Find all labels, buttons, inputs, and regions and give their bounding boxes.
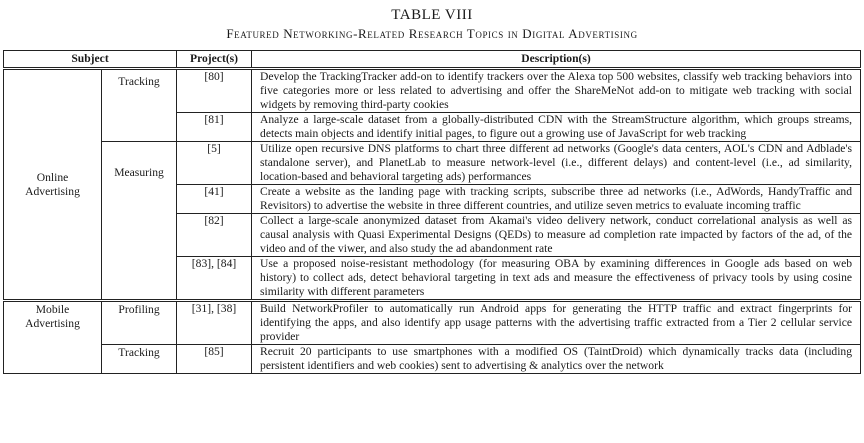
description-cell: Recruit 20 participants to use smartphones with a modified OS (TaintDroid) which dynamically tracks data (including persistent identifiers and web cookies) sent to advertising & analytics over the network [252,345,861,374]
subject-mobile-advertising [4,301,102,374]
description-cell: Develop the TrackingTracker add-on to identify trackers over the Alexa top 500 websites, classify web tracking behaviors into five categories more or less related to advertising and offer the ShareMeNot add-on to mitigate web tracking with social widgets by removing third-party cookies [252,69,861,113]
description-cell: Build NetworkProfiler to automatically run Android apps for generating the HTTP traffic and extract fingerprints for identifying the apps, and also identify app usage patterns with the advertising traffic extracted from a Tier 2 cellular service provider [252,301,861,345]
description-cell: Analyze a large-scale dataset from a globally-distributed CDN with the StreamStructure algorithm, which groups streams, detects main objects and identify initial pages, to figure out a growing use of JavaScript for web tracking [252,113,861,142]
project-refs: [31], [38] [177,301,252,345]
header-subject: Subject [4,51,177,69]
subject-line: Advertising [25,317,80,330]
subject-line: Advertising [25,184,80,198]
subject-line: Online [36,170,69,184]
project-refs: [83], [84] [177,257,252,301]
subtopic-tracking-mobile: Tracking [102,345,177,374]
description-cell: Create a website as the landing page with tracking scripts, subscribe three ad networks (i.e., AdWords, HandyTraffic and Revisitors) to advertise the website in three different countries, and utilize seven metrics to evaluate incoming traffic [252,185,861,214]
project-refs: [81] [177,113,252,142]
description-cell: Collect a large-scale anonymized dataset from Akamai's video delivery network, conduct correlational analysis as well as causal analysis with Quasi Experimental Designs (QEDs) to measure ad completion rate impacted by factors of the ad, of the video and of the viwer, and also study the ad abandonment rate [252,214,861,257]
subject-online-advertising [4,69,102,301]
project-refs: [85] [177,345,252,374]
research-topics-table [3,50,861,374]
project-refs: [5] [177,142,252,185]
project-refs: [41] [177,185,252,214]
table-title: Featured Networking-Related Research Topics in Digital Advertising [226,26,638,41]
table-number: TABLE VIII [391,7,473,23]
table-caption [0,6,864,42]
description-cell: Use a proposed noise-resistant methodology (for measuring OBA by examining differences in Google ads based on web history) to collect ads, detect behavioral targeting in text ads and measure the effectiveness of privacy tools by using cosine similarity with different parameters [252,257,861,301]
subtopic-measuring: Measuring [102,142,177,301]
table-row [4,301,861,345]
header-row [4,51,861,69]
subject-line: Mobile [35,303,70,316]
header-projects: Project(s) [177,51,252,69]
table-row [4,69,861,113]
subtopic-tracking: Tracking [102,69,177,142]
header-descriptions: Description(s) [252,51,861,69]
subtopic-profiling: Profiling [102,301,177,345]
project-refs: [82] [177,214,252,257]
description-cell: Utilize open recursive DNS platforms to chart three different ad networks (Google's data centers, AOL's CDN and Adblade's standalone server), and PlanetLab to measure network-level (i.e., different delays) and content-level (i.e., ad similarity, location-based and behavioral targeting ads) performances [252,142,861,185]
table-row [4,345,861,374]
project-refs: [80] [177,69,252,113]
table-row [4,142,861,185]
